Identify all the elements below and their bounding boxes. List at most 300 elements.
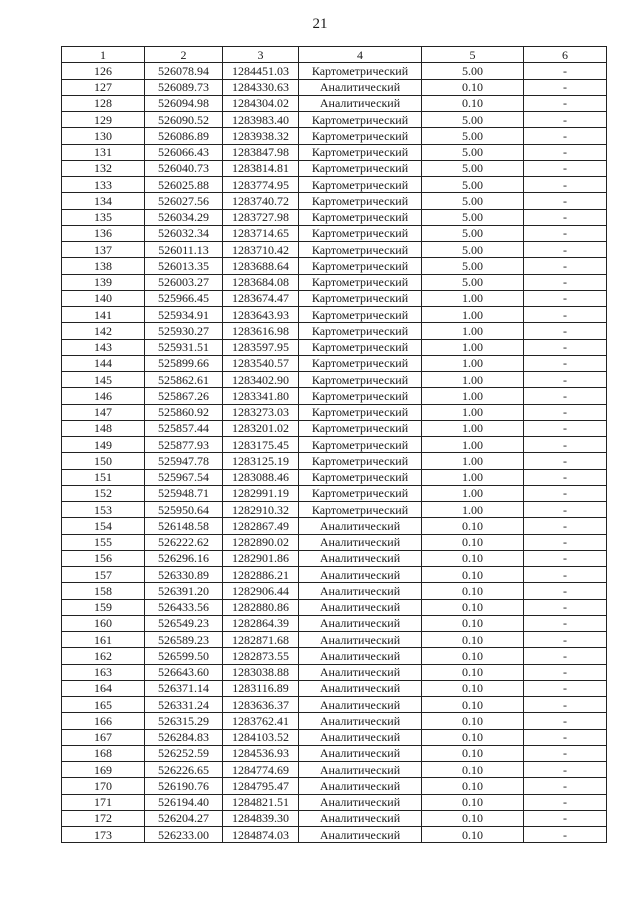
y-coordinate-cell: 1283125.19 — [223, 453, 299, 469]
note-cell: - — [524, 453, 607, 469]
point-number-cell: 167 — [62, 729, 145, 745]
method-cell: Аналитический — [299, 794, 422, 810]
y-coordinate-cell: 1282991.19 — [223, 485, 299, 501]
y-coordinate-cell: 1283597.95 — [223, 339, 299, 355]
point-number-cell: 158 — [62, 583, 145, 599]
point-number-cell: 153 — [62, 502, 145, 518]
accuracy-cell: 0.10 — [422, 632, 524, 648]
table-header — [62, 47, 607, 63]
point-number-cell: 168 — [62, 745, 145, 761]
header-cell: 4 — [299, 47, 422, 63]
method-cell: Картометрический — [299, 225, 422, 241]
accuracy-cell: 1.00 — [422, 420, 524, 436]
note-cell: - — [524, 242, 607, 258]
accuracy-cell: 1.00 — [422, 290, 524, 306]
x-coordinate-cell: 525860.92 — [145, 404, 223, 420]
table-row — [62, 762, 607, 778]
x-coordinate-cell: 526011.13 — [145, 242, 223, 258]
x-coordinate-cell: 526589.23 — [145, 632, 223, 648]
note-cell: - — [524, 810, 607, 826]
table-row — [62, 339, 607, 355]
point-number-cell: 127 — [62, 79, 145, 95]
x-coordinate-cell: 526078.94 — [145, 63, 223, 79]
accuracy-cell: 0.10 — [422, 664, 524, 680]
y-coordinate-cell: 1284304.02 — [223, 95, 299, 111]
table-row — [62, 697, 607, 713]
point-number-cell: 138 — [62, 258, 145, 274]
note-cell: - — [524, 729, 607, 745]
y-coordinate-cell: 1283201.02 — [223, 420, 299, 436]
accuracy-cell: 0.10 — [422, 648, 524, 664]
y-coordinate-cell: 1282880.86 — [223, 599, 299, 615]
point-number-cell: 136 — [62, 225, 145, 241]
note-cell: - — [524, 762, 607, 778]
method-cell: Аналитический — [299, 729, 422, 745]
note-cell: - — [524, 209, 607, 225]
note-cell: - — [524, 697, 607, 713]
accuracy-cell: 5.00 — [422, 209, 524, 225]
method-cell: Картометрический — [299, 485, 422, 501]
method-cell: Картометрический — [299, 242, 422, 258]
table-row — [62, 242, 607, 258]
accuracy-cell: 1.00 — [422, 469, 524, 485]
table-row — [62, 144, 607, 160]
table-row — [62, 112, 607, 128]
accuracy-cell: 1.00 — [422, 339, 524, 355]
y-coordinate-cell: 1284821.51 — [223, 794, 299, 810]
table-row — [62, 794, 607, 810]
accuracy-cell: 5.00 — [422, 242, 524, 258]
y-coordinate-cell: 1282901.86 — [223, 550, 299, 566]
method-cell: Картометрический — [299, 323, 422, 339]
method-cell: Аналитический — [299, 713, 422, 729]
note-cell: - — [524, 778, 607, 794]
accuracy-cell: 1.00 — [422, 388, 524, 404]
point-number-cell: 145 — [62, 372, 145, 388]
table-row — [62, 355, 607, 371]
table-row — [62, 225, 607, 241]
table-row — [62, 615, 607, 631]
table-row — [62, 177, 607, 193]
table-row — [62, 827, 607, 843]
point-number-cell: 157 — [62, 567, 145, 583]
point-number-cell: 135 — [62, 209, 145, 225]
x-coordinate-cell: 526222.62 — [145, 534, 223, 550]
x-coordinate-cell: 525862.61 — [145, 372, 223, 388]
point-number-cell: 126 — [62, 63, 145, 79]
y-coordinate-cell: 1283540.57 — [223, 355, 299, 371]
note-cell: - — [524, 339, 607, 355]
point-number-cell: 129 — [62, 112, 145, 128]
accuracy-cell: 0.10 — [422, 794, 524, 810]
accuracy-cell: 1.00 — [422, 355, 524, 371]
table-row — [62, 550, 607, 566]
point-number-cell: 173 — [62, 827, 145, 843]
note-cell: - — [524, 485, 607, 501]
method-cell: Картометрический — [299, 339, 422, 355]
point-number-cell: 154 — [62, 518, 145, 534]
x-coordinate-cell: 526296.16 — [145, 550, 223, 566]
x-coordinate-cell: 526013.35 — [145, 258, 223, 274]
method-cell: Аналитический — [299, 648, 422, 664]
x-coordinate-cell: 526148.58 — [145, 518, 223, 534]
accuracy-cell: 0.10 — [422, 79, 524, 95]
note-cell: - — [524, 63, 607, 79]
header-row — [62, 47, 607, 63]
point-number-cell: 144 — [62, 355, 145, 371]
point-number-cell: 172 — [62, 810, 145, 826]
x-coordinate-cell: 525867.26 — [145, 388, 223, 404]
x-coordinate-cell: 526089.73 — [145, 79, 223, 95]
y-coordinate-cell: 1283088.46 — [223, 469, 299, 485]
accuracy-cell: 0.10 — [422, 729, 524, 745]
method-cell: Аналитический — [299, 697, 422, 713]
accuracy-cell: 5.00 — [422, 274, 524, 290]
method-cell: Аналитический — [299, 827, 422, 843]
note-cell: - — [524, 615, 607, 631]
table-row — [62, 372, 607, 388]
method-cell: Аналитический — [299, 778, 422, 794]
y-coordinate-cell: 1283710.42 — [223, 242, 299, 258]
method-cell: Аналитический — [299, 550, 422, 566]
method-cell: Аналитический — [299, 95, 422, 111]
point-number-cell: 165 — [62, 697, 145, 713]
point-number-cell: 140 — [62, 290, 145, 306]
table-row — [62, 469, 607, 485]
y-coordinate-cell: 1283814.81 — [223, 160, 299, 176]
y-coordinate-cell: 1282864.39 — [223, 615, 299, 631]
note-cell: - — [524, 95, 607, 111]
method-cell: Аналитический — [299, 567, 422, 583]
header-cell: 2 — [145, 47, 223, 63]
point-number-cell: 130 — [62, 128, 145, 144]
y-coordinate-cell: 1283983.40 — [223, 112, 299, 128]
y-coordinate-cell: 1282867.49 — [223, 518, 299, 534]
table-row — [62, 485, 607, 501]
point-number-cell: 128 — [62, 95, 145, 111]
table-row — [62, 567, 607, 583]
y-coordinate-cell: 1284774.69 — [223, 762, 299, 778]
x-coordinate-cell: 526204.27 — [145, 810, 223, 826]
note-cell: - — [524, 502, 607, 518]
note-cell: - — [524, 680, 607, 696]
note-cell: - — [524, 794, 607, 810]
accuracy-cell: 0.10 — [422, 599, 524, 615]
table-row — [62, 453, 607, 469]
point-number-cell: 137 — [62, 242, 145, 258]
point-number-cell: 132 — [62, 160, 145, 176]
note-cell: - — [524, 420, 607, 436]
table-row — [62, 63, 607, 79]
table-row — [62, 599, 607, 615]
accuracy-cell: 1.00 — [422, 307, 524, 323]
header-cell: 3 — [223, 47, 299, 63]
x-coordinate-cell: 526090.52 — [145, 112, 223, 128]
header-cell: 1 — [62, 47, 145, 63]
method-cell: Картометрический — [299, 144, 422, 160]
note-cell: - — [524, 534, 607, 550]
accuracy-cell: 0.10 — [422, 762, 524, 778]
note-cell: - — [524, 599, 607, 615]
y-coordinate-cell: 1283684.08 — [223, 274, 299, 290]
x-coordinate-cell: 525966.45 — [145, 290, 223, 306]
x-coordinate-cell: 525934.91 — [145, 307, 223, 323]
x-coordinate-cell: 526391.20 — [145, 583, 223, 599]
y-coordinate-cell: 1284451.03 — [223, 63, 299, 79]
method-cell: Картометрический — [299, 274, 422, 290]
method-cell: Картометрический — [299, 160, 422, 176]
accuracy-cell: 5.00 — [422, 128, 524, 144]
note-cell: - — [524, 258, 607, 274]
method-cell: Картометрический — [299, 177, 422, 193]
method-cell: Аналитический — [299, 810, 422, 826]
accuracy-cell: 0.10 — [422, 518, 524, 534]
x-coordinate-cell: 526027.56 — [145, 193, 223, 209]
accuracy-cell: 0.10 — [422, 810, 524, 826]
table-row — [62, 258, 607, 274]
accuracy-cell: 1.00 — [422, 453, 524, 469]
coordinates-table — [61, 46, 607, 843]
y-coordinate-cell: 1283116.89 — [223, 680, 299, 696]
method-cell: Картометрический — [299, 209, 422, 225]
y-coordinate-cell: 1283762.41 — [223, 713, 299, 729]
method-cell: Картометрический — [299, 290, 422, 306]
y-coordinate-cell: 1283847.98 — [223, 144, 299, 160]
table-row — [62, 810, 607, 826]
accuracy-cell: 5.00 — [422, 193, 524, 209]
table-body — [62, 63, 607, 843]
x-coordinate-cell: 525947.78 — [145, 453, 223, 469]
method-cell: Аналитический — [299, 583, 422, 599]
table-row — [62, 745, 607, 761]
point-number-cell: 146 — [62, 388, 145, 404]
table-row — [62, 534, 607, 550]
point-number-cell: 147 — [62, 404, 145, 420]
accuracy-cell: 0.10 — [422, 778, 524, 794]
x-coordinate-cell: 526549.23 — [145, 615, 223, 631]
x-coordinate-cell: 525877.93 — [145, 437, 223, 453]
y-coordinate-cell: 1284839.30 — [223, 810, 299, 826]
note-cell: - — [524, 404, 607, 420]
x-coordinate-cell: 526032.34 — [145, 225, 223, 241]
y-coordinate-cell: 1283938.32 — [223, 128, 299, 144]
note-cell: - — [524, 648, 607, 664]
note-cell: - — [524, 664, 607, 680]
note-cell: - — [524, 827, 607, 843]
method-cell: Аналитический — [299, 762, 422, 778]
table-row — [62, 583, 607, 599]
note-cell: - — [524, 469, 607, 485]
y-coordinate-cell: 1283727.98 — [223, 209, 299, 225]
note-cell: - — [524, 290, 607, 306]
point-number-cell: 134 — [62, 193, 145, 209]
y-coordinate-cell: 1282871.68 — [223, 632, 299, 648]
accuracy-cell: 1.00 — [422, 485, 524, 501]
point-number-cell: 149 — [62, 437, 145, 453]
note-cell: - — [524, 193, 607, 209]
method-cell: Аналитический — [299, 680, 422, 696]
point-number-cell: 155 — [62, 534, 145, 550]
table-row — [62, 274, 607, 290]
x-coordinate-cell: 526315.29 — [145, 713, 223, 729]
table-row — [62, 713, 607, 729]
x-coordinate-cell: 525967.54 — [145, 469, 223, 485]
x-coordinate-cell: 525931.51 — [145, 339, 223, 355]
note-cell: - — [524, 518, 607, 534]
point-number-cell: 151 — [62, 469, 145, 485]
x-coordinate-cell: 526040.73 — [145, 160, 223, 176]
x-coordinate-cell: 526226.65 — [145, 762, 223, 778]
method-cell: Аналитический — [299, 745, 422, 761]
point-number-cell: 163 — [62, 664, 145, 680]
accuracy-cell: 1.00 — [422, 502, 524, 518]
point-number-cell: 170 — [62, 778, 145, 794]
method-cell: Аналитический — [299, 599, 422, 615]
x-coordinate-cell: 526284.83 — [145, 729, 223, 745]
x-coordinate-cell: 526025.88 — [145, 177, 223, 193]
table-row — [62, 648, 607, 664]
method-cell: Аналитический — [299, 632, 422, 648]
x-coordinate-cell: 525950.64 — [145, 502, 223, 518]
method-cell: Картометрический — [299, 63, 422, 79]
y-coordinate-cell: 1283175.45 — [223, 437, 299, 453]
y-coordinate-cell: 1283643.93 — [223, 307, 299, 323]
header-cell: 5 — [422, 47, 524, 63]
x-coordinate-cell: 526433.56 — [145, 599, 223, 615]
method-cell: Картометрический — [299, 307, 422, 323]
note-cell: - — [524, 550, 607, 566]
table-row — [62, 437, 607, 453]
x-coordinate-cell: 525948.71 — [145, 485, 223, 501]
point-number-cell: 161 — [62, 632, 145, 648]
table-row — [62, 323, 607, 339]
y-coordinate-cell: 1283674.47 — [223, 290, 299, 306]
note-cell: - — [524, 225, 607, 241]
point-number-cell: 171 — [62, 794, 145, 810]
accuracy-cell: 0.10 — [422, 745, 524, 761]
method-cell: Аналитический — [299, 518, 422, 534]
table-row — [62, 680, 607, 696]
y-coordinate-cell: 1283740.72 — [223, 193, 299, 209]
note-cell: - — [524, 583, 607, 599]
method-cell: Аналитический — [299, 79, 422, 95]
point-number-cell: 159 — [62, 599, 145, 615]
method-cell: Картометрический — [299, 355, 422, 371]
y-coordinate-cell: 1284874.03 — [223, 827, 299, 843]
x-coordinate-cell: 525930.27 — [145, 323, 223, 339]
point-number-cell: 169 — [62, 762, 145, 778]
note-cell: - — [524, 355, 607, 371]
point-number-cell: 148 — [62, 420, 145, 436]
accuracy-cell: 0.10 — [422, 95, 524, 111]
y-coordinate-cell: 1283636.37 — [223, 697, 299, 713]
y-coordinate-cell: 1282886.21 — [223, 567, 299, 583]
note-cell: - — [524, 745, 607, 761]
y-coordinate-cell: 1284795.47 — [223, 778, 299, 794]
method-cell: Картометрический — [299, 437, 422, 453]
point-number-cell: 166 — [62, 713, 145, 729]
accuracy-cell: 5.00 — [422, 144, 524, 160]
note-cell: - — [524, 307, 607, 323]
note-cell: - — [524, 567, 607, 583]
accuracy-cell: 0.10 — [422, 567, 524, 583]
y-coordinate-cell: 1283402.90 — [223, 372, 299, 388]
method-cell: Картометрический — [299, 372, 422, 388]
note-cell: - — [524, 632, 607, 648]
note-cell: - — [524, 437, 607, 453]
table-row — [62, 778, 607, 794]
accuracy-cell: 0.10 — [422, 713, 524, 729]
x-coordinate-cell: 526371.14 — [145, 680, 223, 696]
method-cell: Картометрический — [299, 112, 422, 128]
note-cell: - — [524, 79, 607, 95]
point-number-cell: 150 — [62, 453, 145, 469]
method-cell: Картометрический — [299, 453, 422, 469]
x-coordinate-cell: 526003.27 — [145, 274, 223, 290]
x-coordinate-cell: 526086.89 — [145, 128, 223, 144]
y-coordinate-cell: 1283714.65 — [223, 225, 299, 241]
table-row — [62, 290, 607, 306]
table-row — [62, 729, 607, 745]
table-row — [62, 664, 607, 680]
table-row — [62, 404, 607, 420]
table-row — [62, 502, 607, 518]
x-coordinate-cell: 526330.89 — [145, 567, 223, 583]
method-cell: Картометрический — [299, 388, 422, 404]
y-coordinate-cell: 1283616.98 — [223, 323, 299, 339]
note-cell: - — [524, 144, 607, 160]
table-row — [62, 307, 607, 323]
point-number-cell: 141 — [62, 307, 145, 323]
accuracy-cell: 5.00 — [422, 160, 524, 176]
x-coordinate-cell: 525899.66 — [145, 355, 223, 371]
accuracy-cell: 1.00 — [422, 323, 524, 339]
y-coordinate-cell: 1284103.52 — [223, 729, 299, 745]
point-number-cell: 160 — [62, 615, 145, 631]
accuracy-cell: 5.00 — [422, 258, 524, 274]
accuracy-cell: 0.10 — [422, 615, 524, 631]
accuracy-cell: 1.00 — [422, 404, 524, 420]
y-coordinate-cell: 1282910.32 — [223, 502, 299, 518]
note-cell: - — [524, 128, 607, 144]
point-number-cell: 164 — [62, 680, 145, 696]
table-row — [62, 193, 607, 209]
y-coordinate-cell: 1284330.63 — [223, 79, 299, 95]
note-cell: - — [524, 177, 607, 193]
point-number-cell: 142 — [62, 323, 145, 339]
x-coordinate-cell: 525857.44 — [145, 420, 223, 436]
point-number-cell: 131 — [62, 144, 145, 160]
accuracy-cell: 5.00 — [422, 177, 524, 193]
accuracy-cell: 1.00 — [422, 437, 524, 453]
x-coordinate-cell: 526599.50 — [145, 648, 223, 664]
table-row — [62, 632, 607, 648]
note-cell: - — [524, 274, 607, 290]
x-coordinate-cell: 526034.29 — [145, 209, 223, 225]
table-row — [62, 420, 607, 436]
method-cell: Картометрический — [299, 469, 422, 485]
page-number: 21 — [312, 16, 328, 32]
accuracy-cell: 5.00 — [422, 225, 524, 241]
table-row — [62, 79, 607, 95]
point-number-cell: 133 — [62, 177, 145, 193]
y-coordinate-cell: 1282873.55 — [223, 648, 299, 664]
y-coordinate-cell: 1283038.88 — [223, 664, 299, 680]
table-row — [62, 388, 607, 404]
x-coordinate-cell: 526643.60 — [145, 664, 223, 680]
method-cell: Аналитический — [299, 664, 422, 680]
table-row — [62, 209, 607, 225]
